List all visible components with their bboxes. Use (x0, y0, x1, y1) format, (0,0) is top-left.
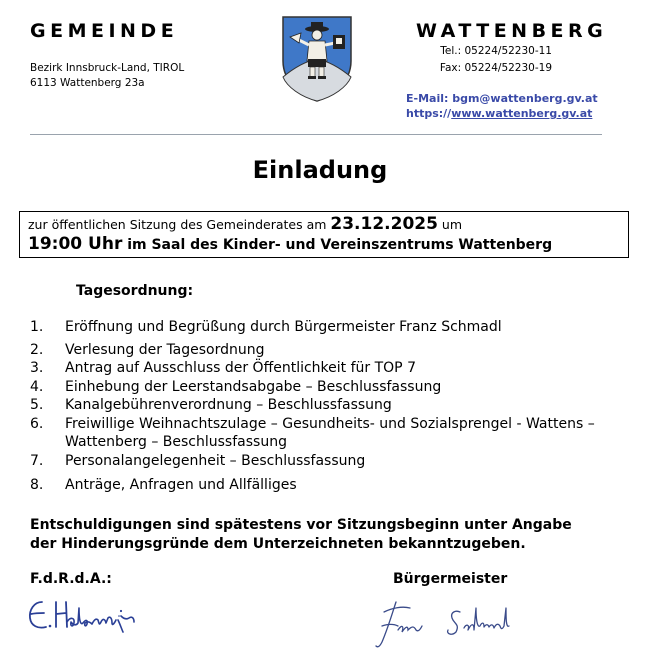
invitation-suffix: um (437, 217, 463, 232)
agenda-item-text: Personalangelegenheit – Beschlussfassung (65, 452, 366, 469)
invitation-line-1 (28, 215, 620, 234)
website (406, 106, 592, 121)
header-divider (30, 134, 602, 135)
address-line-1: Bezirk Innsbruck-Land, TIROL (30, 62, 185, 74)
agenda-item (30, 378, 620, 397)
agenda-item-number: 3. (30, 360, 44, 376)
agenda-item-number: 6. (30, 415, 44, 432)
invitation-line-2 (28, 234, 620, 255)
invitation-box (19, 211, 629, 258)
fax-number: Fax: 05224/52230-19 (439, 62, 552, 74)
meeting-location: im Saal des Kinder- und Vereinszentrums Wattenberg (122, 237, 553, 253)
agenda-item-number: 7. (30, 452, 44, 469)
agenda-item-text: Kanalgebührenverordnung – Beschlussfassung (65, 397, 392, 413)
signature-right-icon (372, 596, 522, 654)
excuse-notice-line-1: Entschuldigungen sind spätestens vor Sitzungsbeginn unter Angabe (30, 517, 572, 533)
agenda-item-number: 1. (30, 319, 44, 335)
agenda-list (30, 318, 620, 495)
meeting-date: 23.12.2025 (330, 214, 438, 234)
agenda-item (30, 452, 620, 471)
agenda-item-number: 2. (30, 341, 44, 358)
coat-of-arms-icon (281, 15, 353, 103)
document-title: Einladung (252, 156, 388, 184)
signature-left-icon (26, 596, 146, 634)
agenda-item-number: 5. (30, 397, 44, 413)
agenda-heading: Tagesordnung: (76, 283, 194, 299)
agenda-item-text: Antrag auf Ausschluss der Öffentlichkeit für TOP 7 (65, 360, 416, 376)
agenda-item (30, 415, 620, 452)
agenda-item-text: Anträge, Anfragen und Allfälliges (65, 477, 297, 493)
mayor-label: Bürgermeister (393, 571, 508, 587)
certification-label: F.d.R.d.A.: (30, 571, 112, 587)
email-address: E-Mail: bgm@wattenberg.gv.at (406, 92, 598, 105)
agenda-item (30, 396, 620, 415)
website-link[interactable]: www.wattenberg.gv.at (451, 107, 593, 120)
excuse-notice-line-2: der Hinderungsgründe dem Unterzeichneten bekanntzugeben. (30, 536, 526, 552)
agenda-item (30, 476, 620, 495)
agenda-item-text: Freiwillige Weihnachtszulage – Gesundheits- und Sozialsprengel - Wattens – Wattenberg – Beschlussfassung (65, 415, 595, 450)
excuse-notice (30, 516, 630, 554)
municipality-name: WATTENBERG (416, 20, 608, 42)
meeting-time: 19:00 Uhr (28, 234, 123, 254)
agenda-item (30, 359, 620, 378)
municipality-label: GEMEINDE (30, 20, 179, 42)
address-line-2: 6113 Wattenberg 23a (30, 77, 145, 89)
invitation-prefix: zur öffentlichen Sitzung des Gemeinderates am (28, 217, 331, 232)
agenda-item-text: Eröffnung und Begrüßung durch Bürgermeister Franz Schmadl (65, 319, 502, 335)
website-prefix: https:// (406, 107, 452, 120)
agenda-item-number: 4. (30, 378, 44, 395)
phone-number: Tel.: 05224/52230-11 (440, 45, 552, 57)
agenda-item-text: Verlesung der Tagesordnung (65, 341, 265, 358)
agenda-item-text: Einhebung der Leerstandsabgabe – Beschlussfassung (65, 378, 442, 395)
agenda-item-number: 8. (30, 477, 44, 493)
agenda-item (30, 341, 620, 360)
agenda-item (30, 318, 620, 337)
